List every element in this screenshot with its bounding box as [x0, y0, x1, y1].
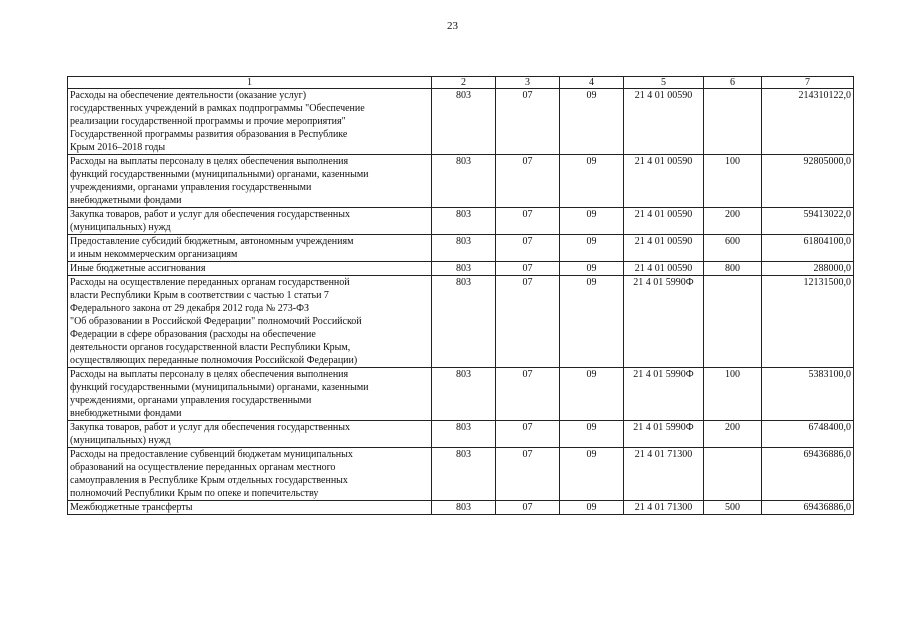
- expense-type-cell: [704, 276, 762, 368]
- ministry-code-cell: 803: [432, 89, 496, 155]
- amount-cell: 288000,0: [762, 262, 854, 276]
- target-article-cell: 21 4 01 5990Ф: [624, 276, 704, 368]
- ministry-code-cell: 803: [432, 448, 496, 501]
- expense-name-cell: Расходы на обеспечение деятельности (оказание услуг) государственных учреждений в рамках подпрограммы "Обеспечение реализации государственной программы и прочие мероприятия" Государственной программы развития образования в Республике Крым 2016–2018 годы: [68, 89, 432, 155]
- table-row: [68, 155, 854, 208]
- table-row: [68, 276, 854, 368]
- amount-cell: 69436886,0: [762, 448, 854, 501]
- expense-name-cell: Расходы на выплаты персоналу в целях обеспечения выполнения функций государственными (муниципальными) органами, казенными учреждениями, органами управления государственными внебюджетными фондами: [68, 155, 432, 208]
- budget-table: [67, 76, 854, 515]
- expense-type-cell: 200: [704, 208, 762, 235]
- amount-cell: 214310122,0: [762, 89, 854, 155]
- amount-cell: 59413022,0: [762, 208, 854, 235]
- ministry-code-cell: 803: [432, 235, 496, 262]
- ministry-code-cell: 803: [432, 262, 496, 276]
- column-header: 5: [624, 77, 704, 89]
- subsection-code-cell: 09: [560, 89, 624, 155]
- amount-cell: 61804100,0: [762, 235, 854, 262]
- section-code-cell: 07: [496, 208, 560, 235]
- target-article-cell: 21 4 01 00590: [624, 235, 704, 262]
- ministry-code-cell: 803: [432, 155, 496, 208]
- section-code-cell: 07: [496, 501, 560, 515]
- subsection-code-cell: 09: [560, 368, 624, 421]
- target-article-cell: 21 4 01 00590: [624, 262, 704, 276]
- table-row: [68, 448, 854, 501]
- target-article-cell: 21 4 01 5990Ф: [624, 368, 704, 421]
- table-row: [68, 262, 854, 276]
- expense-name-cell: Закупка товаров, работ и услуг для обеспечения государственных (муниципальных) нужд: [68, 208, 432, 235]
- expense-name-cell: Расходы на предоставление субвенций бюджетам муниципальных образований на осуществление переданных органам местного самоуправления в Республике Крым отдельных государственных полномочий Республики Крым по опеке и попечительству: [68, 448, 432, 501]
- ministry-code-cell: 803: [432, 501, 496, 515]
- subsection-code-cell: 09: [560, 208, 624, 235]
- subsection-code-cell: 09: [560, 235, 624, 262]
- section-code-cell: 07: [496, 235, 560, 262]
- section-code-cell: 07: [496, 155, 560, 208]
- target-article-cell: 21 4 01 00590: [624, 208, 704, 235]
- expense-name-cell: Иные бюджетные ассигнования: [68, 262, 432, 276]
- amount-cell: 92805000,0: [762, 155, 854, 208]
- target-article-cell: 21 4 01 00590: [624, 89, 704, 155]
- column-header: 1: [68, 77, 432, 89]
- section-code-cell: 07: [496, 276, 560, 368]
- expense-type-cell: [704, 89, 762, 155]
- section-code-cell: 07: [496, 368, 560, 421]
- ministry-code-cell: 803: [432, 276, 496, 368]
- column-header: 4: [560, 77, 624, 89]
- expense-name-cell: Предоставление субсидий бюджетным, автономным учреждениям и иным некоммерческим организациям: [68, 235, 432, 262]
- amount-cell: 6748400,0: [762, 421, 854, 448]
- section-code-cell: 07: [496, 448, 560, 501]
- column-header: 2: [432, 77, 496, 89]
- target-article-cell: 21 4 01 00590: [624, 155, 704, 208]
- amount-cell: 12131500,0: [762, 276, 854, 368]
- expense-type-cell: 600: [704, 235, 762, 262]
- expense-type-cell: 800: [704, 262, 762, 276]
- section-code-cell: 07: [496, 421, 560, 448]
- ministry-code-cell: 803: [432, 368, 496, 421]
- table-body: [68, 89, 854, 515]
- table-row: [68, 421, 854, 448]
- expense-type-cell: 100: [704, 155, 762, 208]
- expense-name-cell: Межбюджетные трансферты: [68, 501, 432, 515]
- section-code-cell: 07: [496, 262, 560, 276]
- section-code-cell: 07: [496, 89, 560, 155]
- expense-type-cell: 500: [704, 501, 762, 515]
- table-row: [68, 89, 854, 155]
- expense-type-cell: 100: [704, 368, 762, 421]
- column-header: 6: [704, 77, 762, 89]
- table-row: [68, 235, 854, 262]
- column-header: 7: [762, 77, 854, 89]
- ministry-code-cell: 803: [432, 421, 496, 448]
- subsection-code-cell: 09: [560, 276, 624, 368]
- expense-type-cell: [704, 448, 762, 501]
- expense-name-cell: Закупка товаров, работ и услуг для обеспечения государственных (муниципальных) нужд: [68, 421, 432, 448]
- subsection-code-cell: 09: [560, 448, 624, 501]
- table-row: [68, 501, 854, 515]
- target-article-cell: 21 4 01 71300: [624, 501, 704, 515]
- amount-cell: 69436886,0: [762, 501, 854, 515]
- expense-name-cell: Расходы на осуществление переданных органам государственной власти Республики Крым в соответствии с частью 1 статьи 7 Федерального закона от 29 декабря 2012 года № 273-ФЗ "Об образовании в Российской Федерации" полномочий Российской Федерации в сфере образования (расходы на обеспечение деятельности органов государственной власти Республики Крым, осуществляющих переданные полномочия Российской Федерации): [68, 276, 432, 368]
- target-article-cell: 21 4 01 5990Ф: [624, 421, 704, 448]
- expense-type-cell: 200: [704, 421, 762, 448]
- expense-name-cell: Расходы на выплаты персоналу в целях обеспечения выполнения функций государственными (муниципальными) органами, казенными учреждениями, органами управления государственными внебюджетными фондами: [68, 368, 432, 421]
- table-row: [68, 368, 854, 421]
- column-number-row: [68, 77, 854, 89]
- subsection-code-cell: 09: [560, 501, 624, 515]
- target-article-cell: 21 4 01 71300: [624, 448, 704, 501]
- table-row: [68, 208, 854, 235]
- column-header: 3: [496, 77, 560, 89]
- ministry-code-cell: 803: [432, 208, 496, 235]
- subsection-code-cell: 09: [560, 262, 624, 276]
- amount-cell: 5383100,0: [762, 368, 854, 421]
- subsection-code-cell: 09: [560, 155, 624, 208]
- page-number: 23: [447, 20, 458, 32]
- subsection-code-cell: 09: [560, 421, 624, 448]
